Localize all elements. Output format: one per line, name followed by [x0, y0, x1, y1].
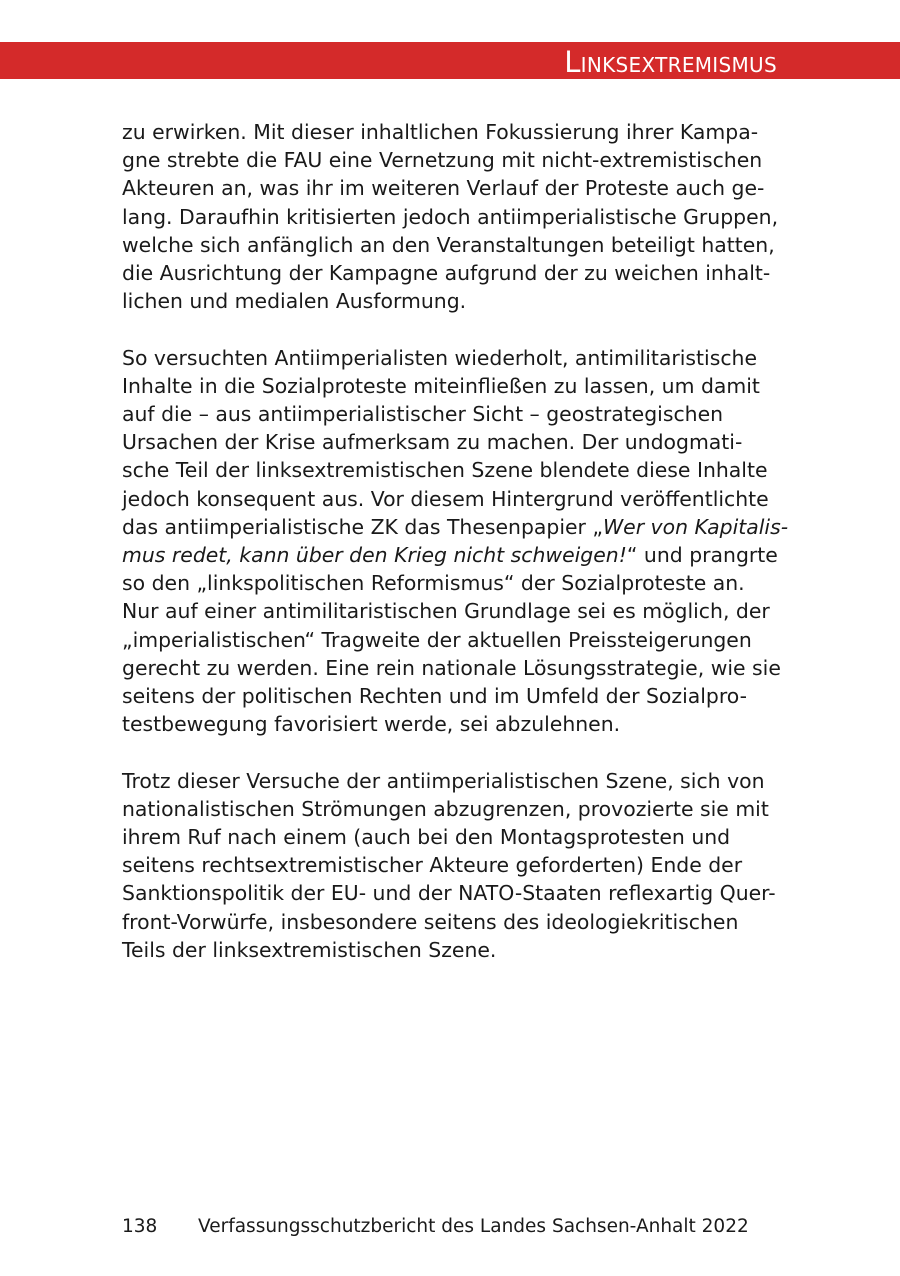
text-line: jedoch konsequent aus. Vor diesem Hintergrund veröffentlichte [122, 486, 769, 511]
text-line: Akteuren an, was ihr im weiteren Verlauf der Proteste auch ge- [122, 176, 765, 201]
text-run: “ und prangrte [626, 543, 778, 568]
text-line: ihrem Ruf nach einem (auch bei den Montagsprotesten und [122, 825, 731, 850]
text-line: auf die – aus antiimperialistischer Sicht – geostrategischen [122, 402, 724, 427]
text-line: front-Vorwürfe, insbesondere seitens des ideologiekritischen [122, 909, 739, 934]
text-run: das antiimperialistische ZK das Thesenpapier „ [122, 514, 603, 539]
page-footer [122, 1214, 749, 1240]
text-line: Nur auf einer antimilitaristischen Grundlage sei es möglich, der [122, 599, 770, 624]
text-line: seitens der politischen Rechten und im Umfeld der Sozialpro- [122, 684, 748, 709]
text-line: So versuchten Antiimperialisten wiederholt, antimilitaristische [122, 345, 757, 370]
text-line: Inhalte in die Sozialproteste miteinfließen zu lassen, um damit [122, 373, 760, 398]
text-line: lichen und medialen Ausformung. [122, 289, 467, 314]
text-line: die Ausrichtung der Kampagne aufgrund der zu weichen inhalt- [122, 261, 771, 286]
text-line: sche Teil der linksextremistischen Szene blendete diese Inhalte [122, 458, 768, 483]
text-line: „imperialistischen“ Tragweite der aktuellen Preissteigerungen [122, 627, 752, 652]
paragraph-3 [122, 767, 802, 964]
text-line: so den „linkspolitischen Reformismus“ der Sozialproteste an. [122, 571, 745, 596]
italic-title-run: mus redet, kann über den Krieg nicht schweigen! [122, 543, 627, 568]
paragraph-2 [122, 344, 802, 739]
text-line: lang. Daraufhin kritisierten jedoch antiimperialistische Gruppen, [122, 204, 779, 229]
text-line: nationalistischen Strömungen abzugrenzen, provozierte sie mit [122, 796, 769, 821]
page-header-title: Linksextremismus [564, 45, 777, 79]
text-line [122, 541, 802, 569]
text-line: gerecht zu werden. Eine rein nationale Lösungsstrategie, wie sie [122, 655, 781, 680]
text-line: testbewegung favorisiert werde, sei abzulehnen. [122, 712, 621, 737]
paragraph-1 [122, 118, 802, 315]
text-line: zu erwirken. Mit dieser inhaltlichen Fokussierung ihrer Kampa- [122, 120, 759, 144]
text-line: welche sich anfänglich an den Veranstaltungen beteiligt hatten, [122, 232, 775, 257]
text-line: Teils der linksextremistischen Szene. [122, 937, 497, 962]
text-line [122, 513, 802, 541]
body-text [122, 118, 802, 992]
text-line: gne strebte die FAU eine Vernetzung mit nicht-extremistischen [122, 148, 763, 173]
text-line: Sanktionspolitik der EU- und der NATO-Staaten reflexartig Quer- [122, 881, 776, 906]
publication-title: Verfassungsschutzbericht des Landes Sachsen-Anhalt 2022 [198, 1216, 749, 1237]
italic-title-run: Wer von Kapitalis- [602, 514, 789, 539]
text-line: Ursachen der Krise aufmerksam zu machen. Der undogmati- [122, 430, 743, 455]
page-number: 138 [122, 1216, 158, 1237]
text-line: seitens rechtsextremistischer Akteure geforderten) Ende der [122, 853, 743, 878]
text-line: Trotz dieser Versuche der antiimperialistischen Szene, sich von [122, 768, 765, 793]
